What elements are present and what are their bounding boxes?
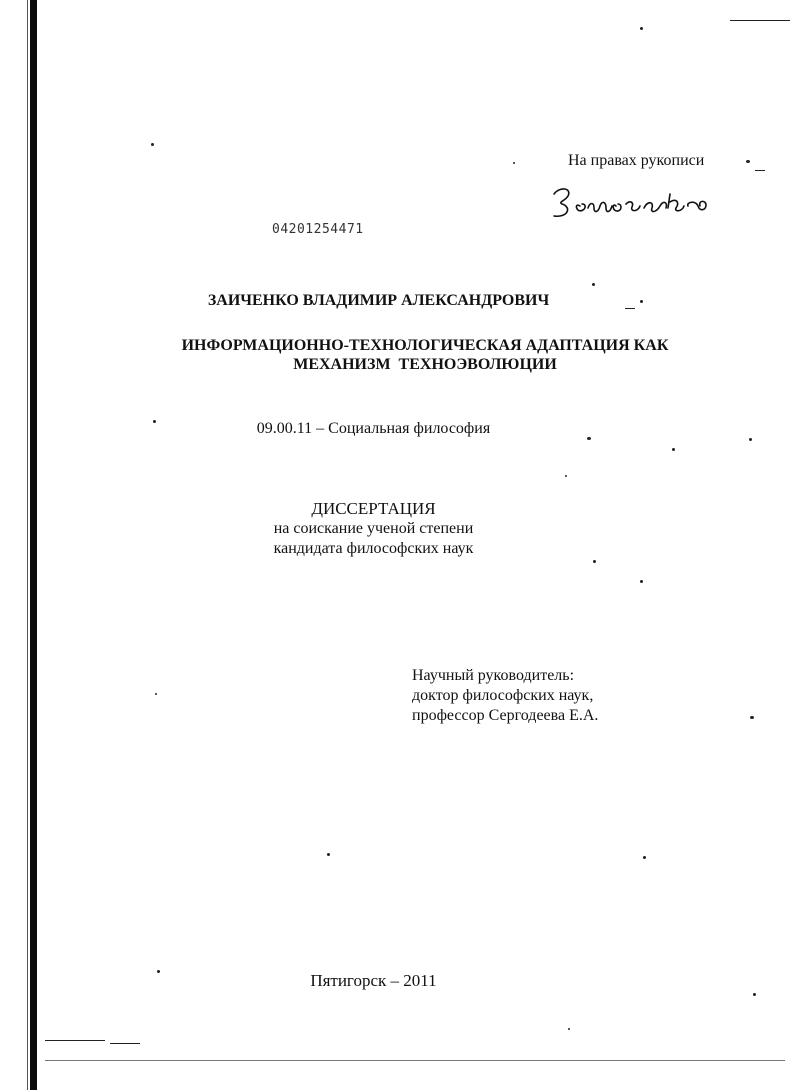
scan-speck bbox=[640, 580, 643, 583]
title-line-2: МЕХАНИЗМ ТЕХНОЭВОЛЮЦИИ bbox=[293, 356, 557, 373]
scan-speck bbox=[593, 560, 596, 563]
supervisor-name: профессор Сергодеева Е.А. bbox=[412, 707, 599, 724]
scan-artifact-line bbox=[110, 1043, 140, 1044]
title-line-1: ИНФОРМАЦИОННО-ТЕХНОЛОГИЧЕСКАЯ АДАПТАЦИЯ КАК bbox=[181, 337, 669, 354]
scan-speck bbox=[753, 993, 756, 996]
scan-speck bbox=[592, 283, 595, 286]
manuscript-rights-label: На правах рукописи bbox=[568, 152, 705, 169]
scan-speck bbox=[672, 448, 675, 451]
scan-artifact-line bbox=[755, 170, 765, 171]
scan-artifact-line bbox=[45, 1060, 785, 1061]
scan-speck bbox=[565, 475, 567, 477]
scan-speck bbox=[749, 438, 752, 441]
scan-speck bbox=[643, 856, 646, 859]
dissertation-block bbox=[0, 499, 797, 559]
specialty-code: 09.00.11 – Социальная философия bbox=[256, 420, 491, 437]
dissertation-title bbox=[120, 336, 730, 374]
degree-purpose-line-1: на соискание ученой степени bbox=[273, 520, 474, 537]
catalog-number: 04201254471 bbox=[272, 222, 364, 237]
scan-artifact-line bbox=[730, 20, 790, 21]
scan-speck bbox=[750, 716, 754, 719]
scan-speck bbox=[746, 160, 750, 163]
handwritten-signature bbox=[546, 180, 736, 228]
document-type: ДИССЕРТАЦИЯ bbox=[311, 499, 436, 518]
supervisor-label: Научный руководитель: bbox=[412, 667, 575, 684]
signature-scribble-icon bbox=[546, 180, 736, 228]
scan-speck bbox=[155, 693, 157, 695]
supervisor-block bbox=[412, 666, 598, 726]
author-name: ЗАИЧЕНКО ВЛАДИМИР АЛЕКСАНДРОВИЧ bbox=[207, 292, 550, 309]
supervisor-degree: доктор философских наук, bbox=[412, 687, 594, 704]
city-year: Пятигорск – 2011 bbox=[310, 971, 437, 990]
scan-artifact-line bbox=[45, 1040, 105, 1041]
degree-purpose-line-2: кандидата философских наук bbox=[273, 540, 474, 557]
scan-speck bbox=[640, 27, 643, 30]
scan-speck bbox=[151, 143, 154, 146]
scan-speck bbox=[513, 162, 515, 164]
scan-speck bbox=[327, 853, 330, 856]
scan-speck bbox=[568, 1028, 570, 1030]
